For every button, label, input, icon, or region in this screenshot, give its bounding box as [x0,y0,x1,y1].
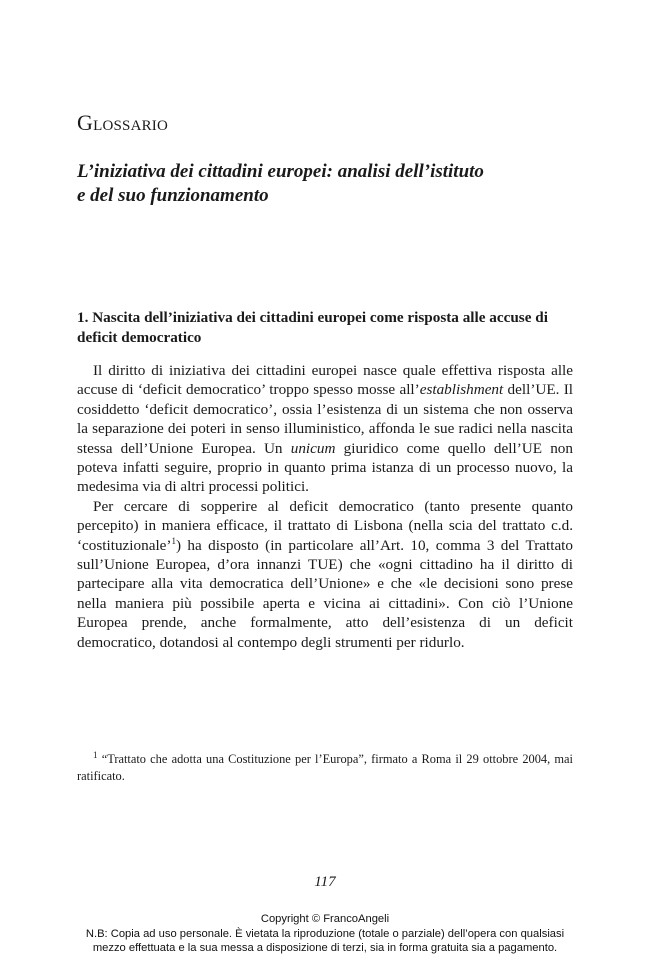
copyright-notice [0,912,650,956]
paragraph-1-part-a: Il diritto di iniziativa dei cittadini europei nasce quale effettiva risposta alle accuse di ‘deficit democratico’ troppo spesso mosse all’ [77,362,573,399]
paragraph-2 [77,497,573,652]
copyright-line-2: N.B: Copia ad uso personale. È vietata la riproduzione (totale o parziale) dell’opera con qualsiasi [85,927,565,940]
section-heading: 1. Nascita dell’iniziativa dei cittadini europei come risposta alle accuse di deficit democratico [77,309,548,346]
copyright-line-1: Copyright © FrancoAngeli [260,913,390,925]
chapter-subtitle [77,160,577,208]
footnote-reference[interactable]: 1 [171,535,176,546]
footnote-marker: 1 [93,749,98,760]
copyright-line-3: mezzo effettuata e la sua messa a disposizione di terzi, sia in forma gratuita sia a pagamento. [92,942,558,954]
footnote [77,751,573,785]
chapter-subtitle-line-1: L’iniziativa dei cittadini europei: analisi dell’istituto [77,161,484,182]
paragraph-2-part-a: Per cercare di sopperire al deficit democratico (tanto presente quanto percepito) in maniera efficace, il trattato di Lisbona (nella scia del trattato c.d. ‘costituzionale’ [77,497,573,554]
paragraph-1-part-b: dell’UE. Il cosiddetto ‘deficit democratico’, ossia l’esistenza di un sistema che non osserva la separazione dei poteri in senso illuministico, affonda le sue radici nella nascita stessa dell’Unione Europea. Un [77,381,573,457]
paragraph-1-emphasis-unicum: unicum [290,439,336,457]
chapter-title: Glossario [77,110,169,135]
footnote-text: “Trattato che adotta una Costituzione per l’Europa”, firmato a Roma il 29 ottobre 2004, mai ratificato. [77,752,573,783]
body-text [77,361,573,652]
page-number: 117 [314,874,336,890]
paragraph-1 [77,361,573,497]
chapter-subtitle-line-2: e del suo funzionamento [77,185,269,206]
paragraph-1-emphasis-establishment: establishment [419,381,504,399]
paragraph-1-part-c: giuridico come quello dell’UE non poteva infatti seguire, proprio in quanto prima istanza di un processo nuovo, la medesima via di altri processi politici. [77,439,573,496]
paragraph-2-part-b: ) ha disposto (in particolare all’Art. 10, comma 3 del Trattato sull’Unione Europea, d’ora innanzi TUE) che «ogni cittadino ha il diritto di partecipare alla vita democratica dell’Unione» e che «le decisioni sono prese nella maniera più possibile aperta e vicina ai cittadini». Con ciò l’Unione Europea prende, anche formalmente, atto dell’esistenza di un deficit democratico, dotandosi al contempo degli strumenti per ridurlo. [77,536,573,651]
